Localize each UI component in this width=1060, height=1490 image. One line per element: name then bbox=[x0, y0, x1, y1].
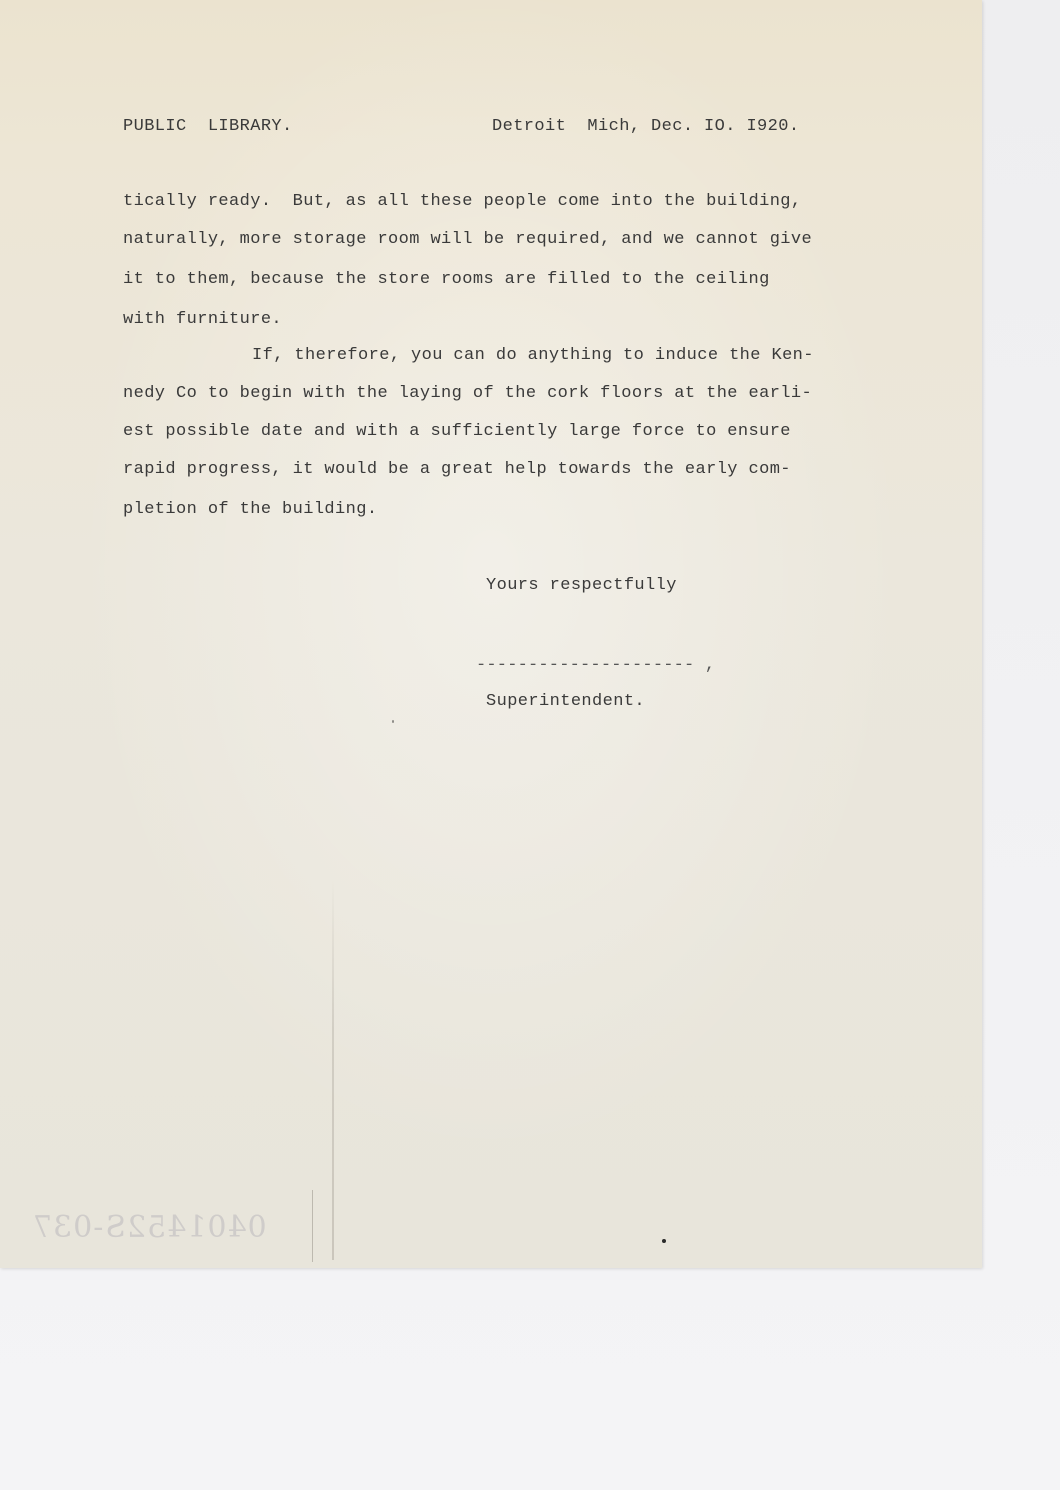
ink-speck bbox=[662, 1239, 666, 1243]
signature-line: --------------------- , bbox=[476, 656, 716, 675]
ink-speck bbox=[392, 720, 394, 723]
letterhead-place-date: Detroit Mich, Dec. IO. I920. bbox=[492, 117, 800, 136]
body-line-4: with furniture. bbox=[123, 310, 283, 329]
body-line-9: pletion of the building. bbox=[123, 500, 378, 519]
body-line-8: rapid progress, it would be a great help towards the early com- bbox=[123, 460, 791, 479]
archive-stamp-bleedthrough: 0401452S-037 bbox=[32, 1210, 267, 1245]
closing-salutation: Yours respectfully bbox=[486, 576, 677, 595]
body-line-6: nedy Co to begin with the laying of the cork floors at the earli- bbox=[123, 384, 813, 403]
body-line-1: tically ready. But, as all these people come into the building, bbox=[123, 192, 802, 211]
body-line-2: naturally, more storage room will be required, and we cannot give bbox=[123, 230, 813, 249]
letterhead-institution: PUBLIC LIBRARY. bbox=[123, 117, 293, 136]
body-line-5: If, therefore, you can do anything to induce the Ken- bbox=[252, 346, 814, 365]
body-line-3: it to them, because the store rooms are filled to the ceiling bbox=[123, 270, 770, 289]
paper-crease-mark bbox=[312, 1190, 313, 1262]
body-line-7: est possible date and with a sufficiently large force to ensure bbox=[123, 422, 791, 441]
signatory-title: Superintendent. bbox=[486, 692, 646, 711]
paper-fold-mark bbox=[332, 880, 334, 1260]
